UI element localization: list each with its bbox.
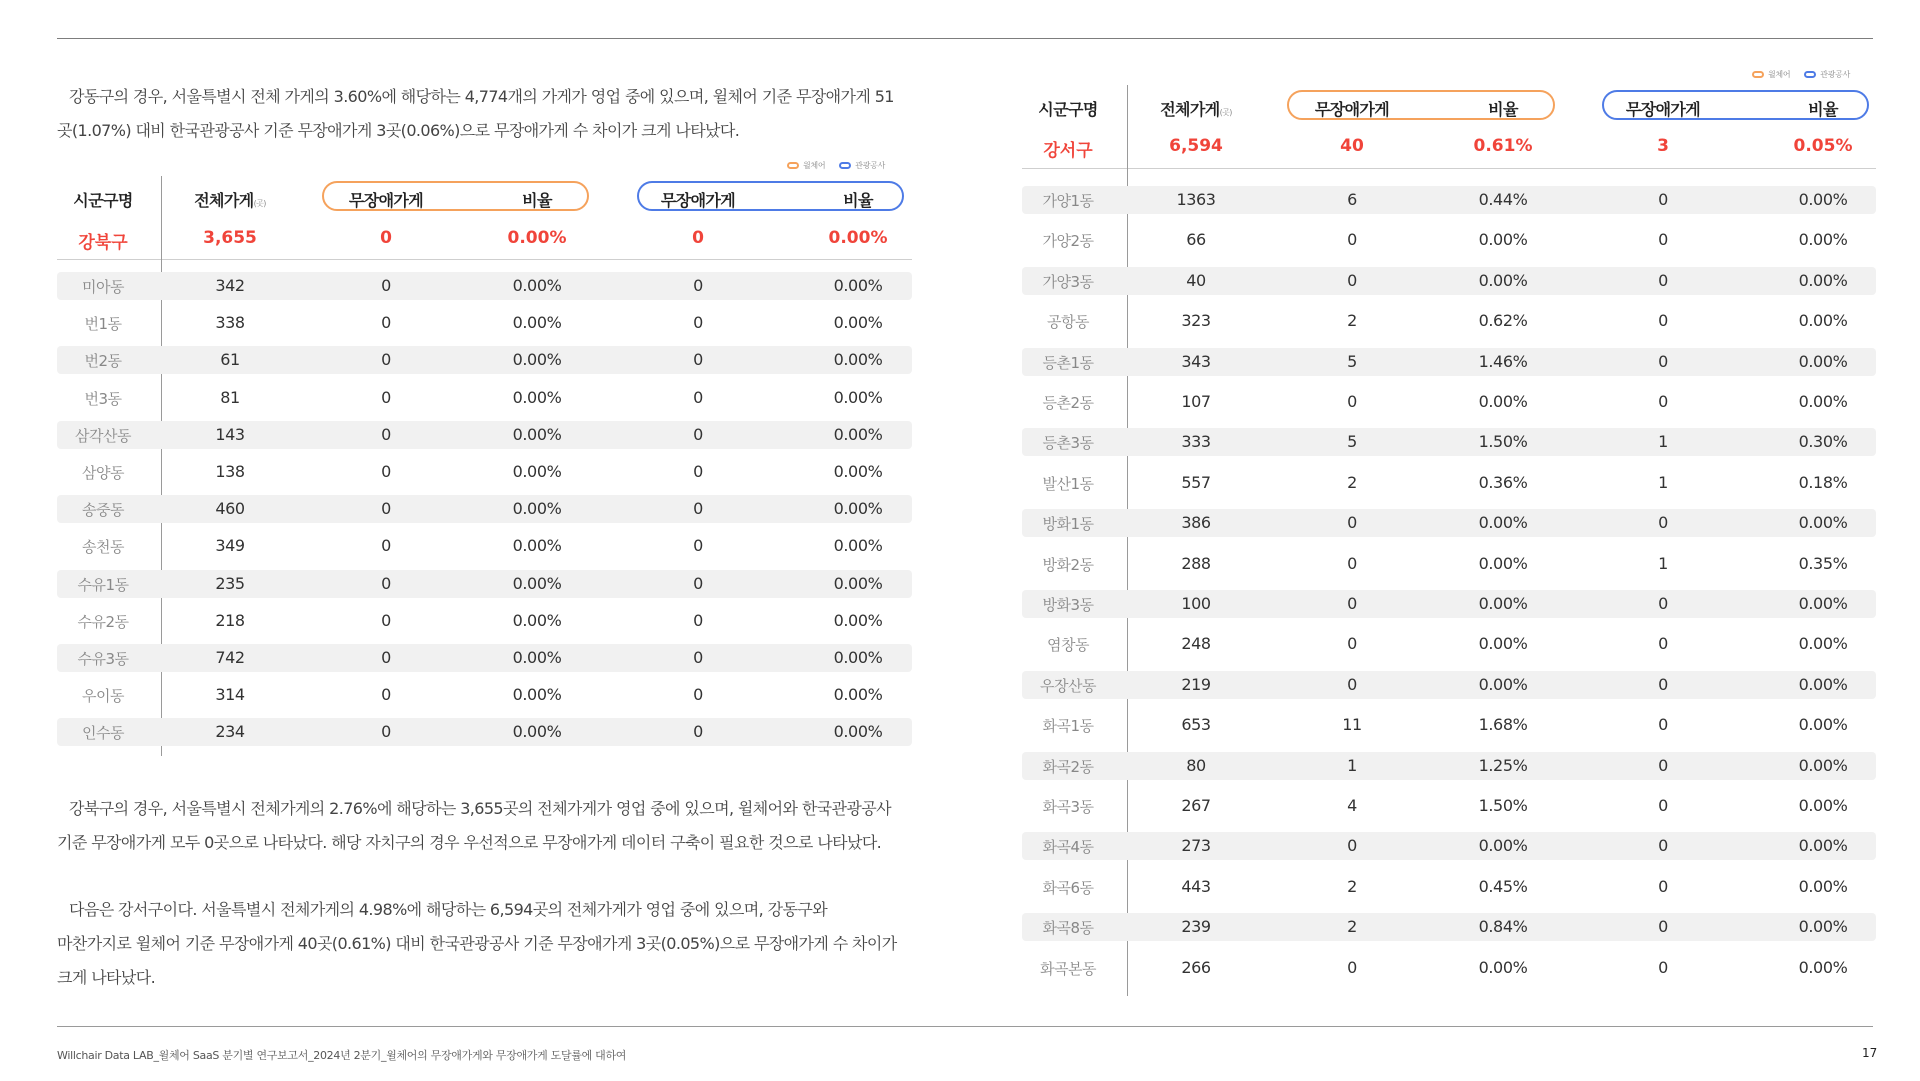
tourism-count: 0: [1658, 836, 1668, 856]
header-wheelchair-count: 무장애가게: [348, 191, 424, 210]
dong-name: 방화1동: [1042, 515, 1094, 534]
dong-name: 공항동: [1047, 313, 1089, 332]
wheelchair-count: 0: [1347, 392, 1357, 411]
table-row-background: [57, 718, 912, 746]
table-row-background: [1022, 509, 1876, 537]
tourism-count: 1: [1658, 432, 1668, 452]
tourism-count: 0: [693, 387, 703, 407]
wheelchair-ratio: 0.00%: [512, 499, 562, 519]
tourism-ratio: 0.00%: [833, 462, 883, 481]
wheelchair-count: 1: [1347, 755, 1357, 775]
wheelchair-count: 5: [1347, 432, 1357, 452]
wheelchair-count: 0: [1347, 836, 1357, 856]
tourism-count: 0: [693, 648, 703, 667]
wheelchair-count: 0: [1347, 634, 1357, 654]
wheelchair-ratio: 0.44%: [1478, 190, 1528, 209]
tourism-count: 0: [1658, 755, 1668, 775]
total-stores: 338: [215, 313, 245, 333]
tourism-ratio: 0.00%: [1798, 351, 1848, 371]
summary-tourism-ratio: 0.05%: [1793, 136, 1853, 156]
wheelchair-ratio: 0.00%: [1478, 270, 1528, 290]
wheelchair-ratio: 0.84%: [1478, 917, 1528, 937]
wheelchair-ratio: 0.00%: [1478, 836, 1528, 856]
wheelchair-count: 2: [1347, 311, 1357, 331]
wheelchair-ratio: 0.45%: [1478, 876, 1528, 896]
table-row-background: [57, 570, 912, 598]
wheelchair-count: 2: [1347, 917, 1357, 937]
total-stores: 343: [1181, 351, 1211, 371]
table-row-background: [1022, 671, 1876, 699]
total-stores: 267: [1181, 796, 1211, 815]
total-stores: 61: [220, 350, 240, 370]
wheelchair-count: 0: [1347, 957, 1357, 977]
tourism-ratio: 0.18%: [1798, 472, 1848, 492]
tourism-ratio: 0.00%: [833, 276, 883, 295]
tourism-count: 0: [693, 610, 703, 630]
total-stores: 288: [1181, 553, 1211, 573]
dong-name: 번1동: [84, 315, 122, 334]
wheelchair-ratio: 0.00%: [1478, 230, 1528, 250]
tourism-legend-icon: [839, 162, 851, 169]
wheelchair-count: 0: [1347, 270, 1357, 290]
wheelchair-ratio: 0.00%: [512, 610, 562, 630]
total-stores: 349: [215, 536, 245, 556]
tourism-count: 0: [1658, 715, 1668, 735]
tourism-ratio: 0.00%: [1798, 392, 1848, 411]
total-stores: 266: [1181, 957, 1211, 977]
table-row-background: [1022, 832, 1876, 860]
legend-right: [1752, 69, 1850, 80]
wheelchair-count: 0: [381, 573, 391, 593]
tourism-count: 0: [1658, 594, 1668, 613]
total-stores: 314: [215, 685, 245, 705]
header-tourism-ratio: 비율: [1808, 100, 1838, 119]
wheelchair-count: 2: [1347, 876, 1357, 896]
dong-name: 화곡4동: [1042, 838, 1094, 857]
tourism-count: 0: [1658, 513, 1668, 533]
tourism-ratio: 0.00%: [833, 499, 883, 519]
wheelchair-count: 0: [1347, 513, 1357, 533]
dong-name: 송천동: [82, 538, 124, 557]
table-row-background: [57, 421, 912, 449]
summary-wheelchair-count: 0: [380, 228, 392, 248]
table-row-background: [57, 644, 912, 672]
legend-left: [787, 160, 885, 171]
wheelchair-count: 0: [381, 536, 391, 556]
wheelchair-ratio: 0.00%: [512, 573, 562, 593]
wheelchair-legend-icon: [787, 162, 799, 169]
total-stores: 323: [1181, 311, 1211, 331]
header-tourism-ratio: 비율: [843, 191, 873, 210]
dong-name: 우이동: [82, 687, 124, 706]
wheelchair-ratio: 0.00%: [512, 648, 562, 667]
summary-wheelchair-ratio: 0.61%: [1473, 136, 1533, 156]
wheelchair-count: 5: [1347, 351, 1357, 371]
wheelchair-legend-icon: [1752, 71, 1764, 78]
dong-name: 삼각산동: [75, 426, 131, 445]
wheelchair-ratio: 0.00%: [512, 350, 562, 370]
tourism-ratio: 0.00%: [1798, 876, 1848, 896]
wheelchair-count: 2: [1347, 472, 1357, 492]
wheelchair-count: 0: [1347, 230, 1357, 250]
dong-name: 화곡2동: [1042, 757, 1094, 776]
wheelchair-ratio: 0.00%: [1478, 674, 1528, 694]
tourism-count: 0: [693, 499, 703, 519]
tourism-ratio: 0.00%: [833, 685, 883, 705]
wheelchair-ratio: 0.00%: [512, 722, 562, 742]
wheelchair-count: 0: [381, 685, 391, 705]
tourism-legend-icon: [1804, 71, 1816, 78]
total-stores: 273: [1181, 836, 1211, 856]
table-row-background: [1022, 267, 1876, 295]
header-total-label: 전체가게: [194, 191, 254, 210]
wheelchair-ratio: 1.68%: [1478, 715, 1528, 735]
wheelchair-count: 0: [1347, 674, 1357, 694]
wheelchair-count: 4: [1347, 796, 1357, 815]
total-stores: 40: [1186, 270, 1206, 290]
wheelchair-ratio: 0.00%: [1478, 553, 1528, 573]
tourism-count: 0: [1658, 876, 1668, 896]
wheelchair-ratio: 1.50%: [1478, 796, 1528, 815]
dong-name: 방화2동: [1042, 555, 1094, 574]
tourism-count: 1: [1658, 553, 1668, 573]
tourism-count: 0: [1658, 190, 1668, 209]
wheelchair-count: 0: [381, 387, 391, 407]
summary-district: 강서구: [1043, 141, 1093, 161]
total-stores: 80: [1186, 755, 1206, 775]
tourism-count: 0: [1658, 351, 1668, 371]
tourism-count: 0: [1658, 674, 1668, 694]
dong-name: 화곡6동: [1042, 878, 1094, 897]
table-row-background: [57, 495, 912, 523]
summary-tourism-count: 3: [1657, 136, 1669, 156]
total-stores: 138: [215, 462, 245, 481]
total-stores: 218: [215, 610, 245, 630]
total-stores: 81: [220, 387, 240, 407]
header-total-unit: (곳): [253, 199, 266, 208]
tourism-ratio: 0.30%: [1798, 432, 1848, 452]
tourism-ratio: 0.00%: [1798, 715, 1848, 735]
total-stores: 557: [1181, 472, 1211, 492]
dong-name: 화곡1동: [1042, 717, 1094, 736]
dong-name: 화곡8동: [1042, 919, 1094, 938]
total-stores: 235: [215, 573, 245, 593]
total-stores: 342: [215, 276, 245, 295]
tourism-ratio: 0.35%: [1798, 553, 1848, 573]
summary-total: 3,655: [203, 228, 257, 248]
dong-name: 가양1동: [1042, 192, 1094, 210]
dong-name: 가양3동: [1042, 272, 1094, 291]
wheelchair-ratio: 0.00%: [1478, 957, 1528, 977]
dong-name: 인수동: [82, 724, 124, 743]
tourism-count: 0: [1658, 957, 1668, 977]
wheelchair-count: 6: [1347, 190, 1357, 209]
total-stores: 1363: [1176, 190, 1216, 209]
tourism-ratio: 0.00%: [1798, 634, 1848, 654]
wheelchair-ratio: 0.00%: [512, 685, 562, 705]
wheelchair-ratio: 0.00%: [512, 387, 562, 407]
dong-name: 번2동: [84, 352, 122, 371]
wheelchair-ratio: 0.00%: [512, 536, 562, 556]
wheelchair-ratio: 0.00%: [1478, 392, 1528, 411]
dong-name: 우장산동: [1040, 676, 1096, 695]
summary-separator: [57, 259, 912, 260]
dong-name: 화곡본동: [1040, 959, 1096, 978]
dong-name: 발산1동: [1042, 474, 1094, 493]
bottom-rule: [57, 1026, 1873, 1027]
table-row-background: [57, 346, 912, 374]
paragraph-gangseo: 다음은 강서구이다. 서울특별시 전체가게의 4.98%에 해당하는 6,594곳의 전체가게가 영업 중에 있으며, 강동구와 마찬가지로 윌체어 기준 무장애가게 40곳(0.61%) 대비 한국관광공사 기준 무장애가게 3곳(0.05%)으로 무장애가게 수 차이가 크게 나타났다.: [57, 900, 897, 987]
total-stores: 143: [215, 424, 245, 444]
wheelchair-count: 0: [381, 610, 391, 630]
tourism-ratio: 0.00%: [1798, 270, 1848, 290]
tourism-ratio: 0.00%: [1798, 755, 1848, 775]
dong-name: 염창동: [1047, 636, 1089, 655]
total-stores: 234: [215, 722, 245, 742]
wheelchair-ratio: 0.00%: [512, 313, 562, 333]
wheelchair-ratio: 0.00%: [1478, 634, 1528, 654]
wheelchair-count: 0: [381, 350, 391, 370]
wheelchair-count: 0: [381, 648, 391, 667]
top-rule: [57, 38, 1873, 39]
wheelchair-count: 11: [1342, 715, 1362, 735]
wheelchair-ratio: 1.46%: [1478, 351, 1528, 371]
tourism-ratio: 0.00%: [833, 350, 883, 370]
tourism-count: 0: [1658, 230, 1668, 250]
wheelchair-ratio: 0.62%: [1478, 311, 1528, 331]
tourism-ratio: 0.00%: [1798, 674, 1848, 694]
header-wheelchair-ratio: 비율: [1488, 100, 1518, 119]
dong-name: 가양2동: [1042, 232, 1094, 251]
tourism-count: 0: [693, 462, 703, 481]
tourism-ratio: 0.00%: [833, 424, 883, 444]
total-stores: 239: [1181, 917, 1211, 937]
tourism-count: 0: [1658, 311, 1668, 331]
dong-name: 번3동: [84, 389, 122, 408]
tourism-count: 0: [693, 573, 703, 593]
tourism-count: 0: [693, 424, 703, 444]
summary-district: 강북구: [78, 233, 128, 253]
tourism-ratio: 0.00%: [1798, 957, 1848, 977]
tourism-count: 0: [693, 685, 703, 705]
header-total: [194, 188, 266, 211]
summary-total: 6,594: [1169, 136, 1223, 156]
total-stores: 219: [1181, 674, 1211, 694]
wheelchair-count: 0: [381, 424, 391, 444]
tourism-ratio: 0.00%: [1798, 311, 1848, 331]
tourism-ratio: 0.00%: [833, 387, 883, 407]
total-stores: 653: [1181, 715, 1211, 735]
dong-name: 등촌2동: [1042, 394, 1094, 412]
header-tourism-count: 무장애가게: [1625, 100, 1701, 119]
tourism-count: 0: [1658, 796, 1668, 815]
total-stores: 742: [215, 648, 245, 667]
paragraph-gangbuk: 강북구의 경우, 서울특별시 전체가게의 2.76%에 해당하는 3,655곳의 전체가게가 영업 중에 있으며, 윌체어와 한국관광공사 기준 무장애가게 모두 0곳으로 나타났다. 해당 자치구의 경우 우선적으로 무장애가게 데이터 구축이 필요한 것으로 나타났다.: [57, 799, 891, 852]
tourism-ratio: 0.00%: [833, 722, 883, 742]
dong-name: 수유1동: [77, 575, 129, 594]
legend-wheelchair-label: 윌체어: [1768, 70, 1791, 79]
tourism-ratio: 0.00%: [1798, 836, 1848, 856]
tourism-count: 0: [693, 276, 703, 295]
tourism-count: 1: [1658, 472, 1668, 492]
table-row-background: [1022, 186, 1876, 214]
wheelchair-count: 0: [1347, 594, 1357, 613]
tourism-ratio: 0.00%: [1798, 513, 1848, 533]
wheelchair-count: 0: [1347, 553, 1357, 573]
dong-name: 미아동: [82, 278, 124, 296]
dong-name: 화곡3동: [1042, 798, 1094, 816]
wheelchair-count: 0: [381, 499, 391, 519]
wheelchair-ratio: 1.25%: [1478, 755, 1528, 775]
wheelchair-ratio: 0.00%: [1478, 594, 1528, 613]
wheelchair-count: 0: [381, 313, 391, 333]
tourism-ratio: 0.00%: [1798, 190, 1848, 209]
table-row-background: [1022, 348, 1876, 376]
header-total: [1160, 97, 1232, 120]
header-wheelchair-ratio: 비율: [522, 191, 552, 210]
tourism-count: 0: [693, 350, 703, 370]
tourism-ratio: 0.00%: [833, 536, 883, 556]
header-total-label: 전체가게: [1160, 100, 1220, 119]
tourism-ratio: 0.00%: [1798, 230, 1848, 250]
tourism-count: 0: [1658, 634, 1668, 654]
summary-tourism-count: 0: [692, 228, 704, 248]
table-row-background: [1022, 752, 1876, 780]
table-row-background: [1022, 428, 1876, 456]
wheelchair-count: 0: [381, 462, 391, 481]
dong-name: 등촌1동: [1042, 353, 1094, 372]
header-district: 시군구명: [73, 191, 133, 210]
total-stores: 443: [1181, 876, 1211, 896]
dong-name: 수유2동: [77, 612, 129, 631]
wheelchair-ratio: 0.00%: [512, 462, 562, 481]
total-stores: 107: [1181, 392, 1211, 411]
tourism-ratio: 0.00%: [833, 648, 883, 667]
table-row-background: [1022, 590, 1876, 618]
wheelchair-ratio: 0.00%: [512, 276, 562, 295]
wheelchair-ratio: 0.00%: [1478, 513, 1528, 533]
total-stores: 386: [1181, 513, 1211, 533]
tourism-ratio: 0.00%: [833, 313, 883, 333]
tourism-count: 0: [1658, 917, 1668, 937]
dong-name: 수유3동: [77, 650, 129, 668]
wheelchair-count: 0: [381, 276, 391, 295]
wheelchair-ratio: 0.00%: [512, 424, 562, 444]
tourism-count: 0: [1658, 392, 1668, 411]
dong-name: 송중동: [82, 501, 124, 520]
tourism-ratio: 0.00%: [833, 610, 883, 630]
dong-name: 등촌3동: [1042, 434, 1094, 453]
tourism-count: 0: [693, 313, 703, 333]
wheelchair-count: 0: [381, 722, 391, 742]
tourism-ratio: 0.00%: [1798, 917, 1848, 937]
tourism-ratio: 0.00%: [1798, 796, 1848, 815]
dong-name: 방화3동: [1042, 596, 1094, 614]
header-district: 시군구명: [1038, 100, 1098, 119]
summary-wheelchair-ratio: 0.00%: [507, 228, 567, 248]
footer-text: Willchair Data LAB_윌체어 SaaS 분기별 연구보고서_2024년 2분기_윌체어의 무장애가게와 무장애가게 도달률에 대하여: [57, 1049, 627, 1062]
tourism-count: 0: [693, 536, 703, 556]
total-stores: 100: [1181, 594, 1211, 613]
total-stores: 66: [1186, 230, 1206, 250]
wheelchair-ratio: 1.50%: [1478, 432, 1528, 452]
summary-separator: [1022, 168, 1876, 169]
legend-tourism-label: 관광공사: [1820, 70, 1851, 79]
header-tourism-count: 무장애가게: [660, 191, 736, 210]
summary-tourism-ratio: 0.00%: [828, 228, 888, 248]
header-total-unit: (곳): [1219, 108, 1232, 117]
header-wheelchair-count: 무장애가게: [1314, 100, 1390, 119]
dong-name: 삼양동: [82, 464, 124, 482]
table-row-background: [57, 272, 912, 300]
total-stores: 248: [1181, 634, 1211, 654]
legend-wheelchair-label: 윌체어: [803, 161, 826, 170]
tourism-ratio: 0.00%: [1798, 594, 1848, 613]
tourism-ratio: 0.00%: [833, 573, 883, 593]
total-stores: 333: [1181, 432, 1211, 452]
tourism-count: 0: [693, 722, 703, 742]
page-number: 17: [1862, 1046, 1878, 1060]
table-row-background: [1022, 913, 1876, 941]
paragraph-gangdong: 강동구의 경우, 서울특별시 전체 가게의 3.60%에 해당하는 4,774개의 가게가 영업 중에 있으며, 윌체어 기준 무장애가게 51 곳(1.07%) 대비 한국관광공사 기준 무장애가게 3곳(0.06%)으로 무장애가게 수 차이가 크게 나타났다.: [57, 87, 894, 140]
wheelchair-ratio: 0.36%: [1478, 472, 1528, 492]
total-stores: 460: [215, 499, 245, 519]
legend-tourism-label: 관광공사: [855, 161, 886, 170]
tourism-count: 0: [1658, 270, 1668, 290]
summary-wheelchair-count: 40: [1340, 136, 1364, 156]
